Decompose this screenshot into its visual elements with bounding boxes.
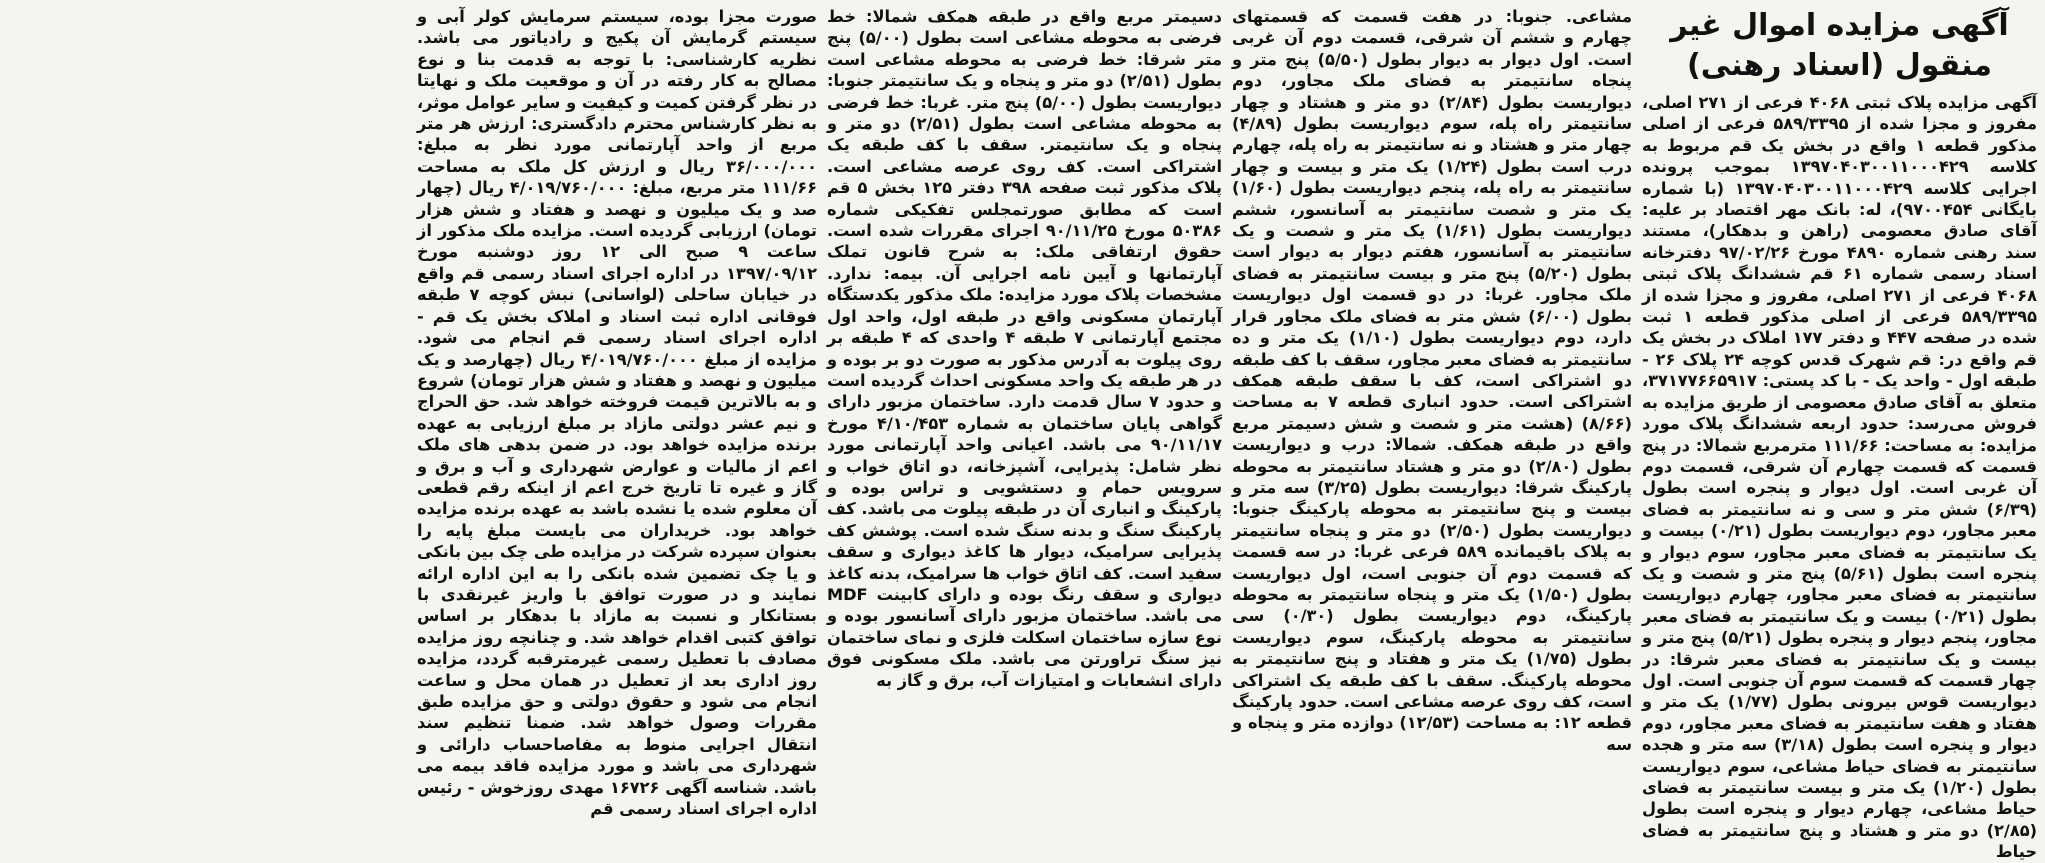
notice-text-1: آگهی مزایده پلاک ثبتی ۴۰۶۸ فرعی از ۲۷۱ اصلی، مفروز و مجزا شده از ۵۸۹/۳۳۹۵ فرعی از اصلی مذکور قطعه ۱ واقع در بخش یک قم مربوط به کلاسه ۱۳۹۷۰۴۰۳۰۰۱۱۰۰۰۴۲۹ بموجب پرونده اجرایی کلاسه ۱۳۹۷۰۴۰۳۰۰۱۱۰۰۰۴۲۹ (با شماره بایگانی ۹۷۰۰۴۵۴)، له: بانک مهر اقتصاد بر علیه: آقای صادق معصومی (راهن و بدهکار)، مستند سند رهنی شماره ۴۸۹۰ مورخ ۹۷/۰۲/۲۶ دفترخانه اسناد رسمی شماره ۶۱ قم ششدانگ پلاک ثبتی ۴۰۶۸ فرعی از ۲۷۱ اصلی، مفروز و مجزا شده از ۵۸۹/۳۳۹۵ فرعی از اصلی مذکور قطعه ۱ ثبت شده در صفحه ۴۴۷ و دفتر ۱۷۷ املاک در بخش یک قم واقع در: قم شهرک قدس کوچه ۲۴ پلاک ۲۶ - طبقه اول - واحد یک - با کد پستی: ۳۷۱۷۷۶۶۵۹۱۷، متعلق به آقای صادق معصومی از طریق مزایده به فروش می‌رسد: حدود اربعه ششدانگ پلاک مورد مزایده: به مساحت: ۱۱۱/۶۶ مترمربع شمالا: در پنج قسمت که قسمت چهارم آن شرقی، قسمت دوم آن غربی است. اول دیوار و پنجره است بطول (۶/۳۹) شش متر و سی و نه سانتیمتر به فضای معبر مجاور، دوم دیواریست بطول (۰/۲۱) بیست و یک سانتیمتر به فضای معبر مجاور، سوم دیوار و پنجره است بطول (۵/۶۱) پنج متر و شصت و یک سانتیمتر به فضای معبر مجاور، چهارم دیواریست بطول (۰/۲۱) بیست و یک سانتیمتر به فضای معبر مجاور، پنجم دیوار و پنجره بطول (۵/۲۱) پنج متر و بیست و یک سانتیمتر به فضای معبر شرقا: در چهار قسمت که قسمت سوم آن جنوبی است. اول دیواریست قوس بیرونی بطول (۱/۷۷) یک متر و هفتاد و هفت سانتیمتر به فضای معبر مجاور، دوم دیوار و پنجره است بطول (۳/۱۸) سه متر و هجده سانتیمتر به فضای حیاط مشاعی، سوم دیواریست بطول (۱/۲۰) یک متر و بیست سانتیمتر به فضای حیاط مشاعی، چهارم دیوار و پنجره است بطول (۲/۸۵) دو متر و هشتاد و پنج سانتیمتر به فضای حیاط [1642, 93, 2038, 862]
notice-title: آگهی مزایده اموال غیر منقول (اسناد رهنی) [1670, 8, 2009, 83]
notice-column-3 [827, 6, 1222, 818]
notice-text-4: صورت مجزا بوده، سیستم سرمایش کولر آبی و سیستم گرمایش آن پکیج و رادیاتور می باشد. نظریه کارشناسی: با توجه به قدمت بنا و نوع مصالح به کار رفته در آن و موقعیت ملک و نهایتا در نظر گرفتن کمیت و کیفیت و سایر عوامل موثر، به نظر کارشناس محترم دادگستری: ارزش هر متر مربع از واحد آپارتمانی مورد نظر به مبلغ: ۳۶/۰۰۰/۰۰۰ ریال و ارزش کل ملک به مساحت ۱۱۱/۶۶ متر مربع، مبلغ: ۴/۰۱۹/۷۶۰/۰۰۰ ریال (چهار صد و یک میلیون و نهصد و هفتاد و شش هزار تومان) ارزیابی گردیده است. مزایده ملک مذکور از ساعت ۹ صبح الی ۱۲ روز دوشنبه مورخ ۱۳۹۷/۰۹/۱۲ در اداره اجرای اسناد رسمی قم واقع در خیابان ساحلی (لواسانی) نبش کوچه ۷ طبقه فوقانی اداره ثبت اسناد و املاک بخش یک قم - اداره اجرای اسناد رسمی قم انجام می شود. مزایده از مبلغ ۴/۰۱۹/۷۶۰/۰۰۰ ریال (چهارصد و یک میلیون و نهصد و هفتاد و شش هزار تومان) شروع و به بالاترین قیمت فروخته خواهد شد. حق الحراج و نیم عشر دولتی مازاد بر مبلغ ارزیابی به عهده برنده مزایده خواهد بود. در ضمن بدهی های ملک اعم از مالیات و عوارض شهرداری و آب و برق و گاز و غیره تا تاریخ خرج اعم از اینکه رقم قطعی آن معلوم شده یا نشده باشد به عهده برنده مزایده خواهد بود. خریداران می بایست مبلغ پایه را بعنوان سپرده شرکت در مزایده طی چک بین بانکی و یا چک تضمین شده بانکی را به این اداره ارائه نمایند و در صورت توافق با واریز غیرنقدی با بستانکار و نسبت به مازاد با بدهکار بر اساس توافق کتبی اقدام خواهد شد. و چنانچه روز مزایده مصادف با تعطیل رسمی غیرمترقبه گردد، مزایده روز اداری بعد از تعطیل در همان محل و ساعت انجام می شود و حقوق دولتی و حق مزایده طبق مقررات وصول خواهد شد. ضمنا تنظیم سند انتقال اجرایی منوط به مفاصاحساب دارائی و شهرداری می باشد و مورد مزایده فاقد بیمه می باشد. شناسه آگهی ۱۶۷۲۶ مهدی روزخوش - رئیس اداره اجرای اسناد رسمی قم [417, 7, 818, 819]
notice-text-2: مشاعی. جنوبا: در هفت قسمت که قسمتهای چهارم و ششم آن شرقی، قسمت دوم آن غربی است. اول دیوار به دیوار بطول (۵/۵۰) پنج متر و پنجاه سانتیمتر به فضای ملک مجاور، دوم دیواریست بطول (۲/۸۴) دو متر و هشتاد و چهار سانتیمتر راه پله، سوم دیواریست بطول (۴/۸۹) چهار متر و هشتاد و نه سانتیمتر به راه پله، چهارم درب است بطول (۱/۲۴) یک متر و بیست و چهار سانتیمتر به راه پله، پنجم دیواریست بطول (۱/۶۰) یک متر و شصت سانتیمتر به آسانسور، ششم دیواریست بطول (۱/۶۱) یک متر و شصت و یک سانتیمتر به آسانسور، هفتم دیوار به دیوار است بطول (۵/۲۰) پنج متر و بیست سانتیمتر به فضای ملک مجاور. غربا: در دو قسمت اول دیواریست بطول (۶/۰۰) شش متر به فضای ملک مجاور قرار دارد، دوم دیواریست بطول (۱/۱۰) یک متر و ده سانتیمتر به فضای معبر مجاور، سقف با کف طبقه دو اشتراکی است، کف با سقف طبقه همکف اشتراکی است. حدود انباری قطعه ۷ به مساحت (۸/۶۶) (هشت متر و شصت و شش دسیمتر مربع واقع در طبقه همکف. شمالا: درب و دیواریست بطول (۲/۸۰) دو متر و هشتاد سانتیمتر به محوطه پارکینگ شرقا: دیواریست بطول (۳/۲۵) سه متر و بیست و پنج سانتیمتر به محوطه پارکینگ جنوبا: دیواریست بطول (۲/۵۰) دو متر و پنجاه سانتیمتر به پلاک باقیمانده ۵۸۹ فرعی غربا: در سه قسمت که قسمت دوم آن جنوبی است، اول دیواریست بطول (۱/۵۰) یک متر و پنجاه سانتیمتر به محوطه پارکینگ، دوم دیواریست بطول (۰/۳۰) سی سانتیمتر به محوطه پارکینگ، سوم دیواریست بطول (۱/۷۵) یک متر و هفتاد و پنج سانتیمتر به محوطه پارکینگ. سقف با کف طبقه یک اشتراکی است، کف روی عرصه مشاعی است. حدود پارکینگ قطعه ۱۲: به مساحت (۱۲/۵۳) دوازده متر و پنجاه و سه [1232, 7, 1633, 754]
notice-text-3: دسیمتر مربع واقع در طبقه همکف شمالا: خط فرضی به محوطه مشاعی است بطول (۵/۰۰) پنج متر شرقا: خط فرضی به محوطه مشاعی است بطول (۲/۵۱) دو متر و پنجاه و یک سانتیمتر جنوبا: دیواریست بطول (۵/۰۰) پنج متر. غربا: خط فرضی به محوطه مشاعی است بطول (۲/۵۱) دو متر و پنجاه و یک سانتیمتر. سقف با کف طبقه یک اشتراکی است. کف روی عرصه مشاعی است. پلاک مذکور ثبت صفحه ۳۹۸ دفتر ۱۲۵ بخش ۵ قم است که مطابق صورتمجلس تفکیکی شماره ۵۰۳۸۶ مورخ ۹۰/۱۱/۲۵ اجرای مقررات شده است. حقوق ارتفاقی ملک: به شرح قانون تملک آپارتمانها و آیین نامه اجرایی آن. بیمه: ندارد. مشخصات پلاک مورد مزایده: ملک مذکور یکدستگاه آپارتمان مسکونی واقع در طبقه اول، واحد اول مجتمع آپارتمانی ۷ طبقه ۴ واحدی که ۴ طبقه بر روی پیلوت به آدرس مذکور به صورت دو بر بوده و در هر طبقه یک واحد مسکونی احداث گردیده است و حدود ۷ سال قدمت دارد. ساختمان مزبور دارای گواهی پایان ساختمان به شماره ۴/۱۰/۴۵۳ مورخ ۹۰/۱۱/۱۷ می باشد. اعیانی واحد آپارتمانی مورد نظر شامل: پذیرایی، آشپزخانه، دو اتاق خواب و سرویس حمام و دستشویی و تراس بوده و پارکینگ و انباری آن در طبقه پیلوت می باشد. کف پارکینگ سنگ و بدنه سنگ شده است. پوشش کف پذیرایی سرامیک، دیوار ها کاغذ دیواری و سقف سفید است. کف اتاق خواب ها سرامیک، بدنه کاغذ دیواری و سقف رنگ بوده و دارای کابینت MDF می باشد. ساختمان مزبور دارای آسانسور بوده و نوع سازه ساختمان اسکلت فلزی و نمای ساختمان نیز سنگ تراورتن می باشد. ملک مسکونی فوق دارای انشعابات و امتیازات آب، برق و گاز به [827, 7, 1223, 690]
notice-column-1 [1642, 6, 2038, 862]
notice-column-2 [1232, 6, 1632, 818]
notice-column-4 [417, 6, 817, 818]
